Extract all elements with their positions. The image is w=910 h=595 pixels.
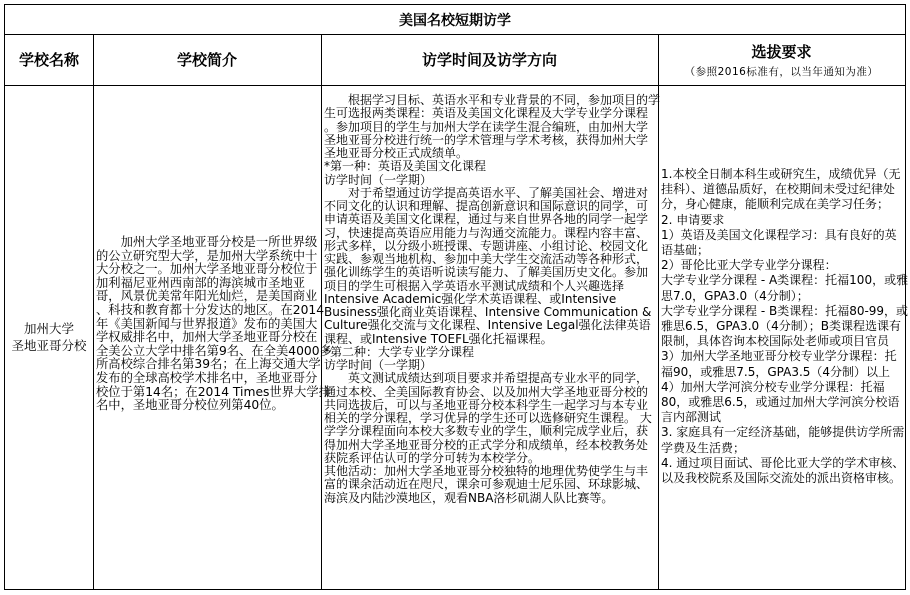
direction-line: 富的课余活动近在咫尺，课余可参观迪士尼乐园、环球影城、	[324, 477, 649, 492]
intro-line: 大分校之一。加州大学圣地亚哥分校位于	[96, 262, 318, 277]
school-name-line: 加州大学	[23, 321, 74, 336]
direction-line: Intensive Academic强化学术英语课程、或Intensive	[324, 291, 617, 306]
direction-line: 形式多样，以分级小班授课、专题讲座、小组讨论、校园文化	[324, 238, 649, 253]
header-school-name: 学校名称	[18, 51, 79, 69]
direction-line: 根据学习目标、英语水平和专业背景的不同，参加项目的学	[324, 93, 661, 107]
header-requirements	[658, 34, 905, 85]
direction-line: 对于希望通过访学提高英语水平、了解美国社会、增进对	[324, 185, 649, 200]
requirement-line: 限制，具体咨询本校国际处老师或项目官员	[661, 334, 890, 349]
header-requirements-label: 选拔要求	[751, 42, 812, 61]
intro-line: 所高校综合排名第39名；在上海交通大学	[96, 357, 321, 372]
requirement-line: 语基础；	[661, 243, 710, 258]
requirement-line: 2）哥伦比亚大学专业学分课程：	[661, 258, 837, 273]
intro-line: 发布的全球高校学术排名中，圣地亚哥分	[96, 370, 318, 385]
direction-line: Culture强化交流与文化课程、Intensive Legal强化法律英语	[324, 318, 651, 333]
direction-line: Business强化商业英语课程、Intensive Communication &	[324, 305, 652, 319]
direction-line: 英文测试成绩达到项目要求并希望提高专业水平的同学，	[324, 371, 649, 386]
intro-line: 年《美国新闻与世界报道》发布的美国大	[96, 316, 318, 331]
direction-line: 学学分课程面向本校大多数专业的学生，顺利完成学业后，获	[324, 424, 649, 439]
direction-line: 不同文化的认识和理解、提高创新意识和国际意识的同学，可	[324, 199, 649, 213]
intro-line: 哥，风景优美常年阳光灿烂，是美国商业	[96, 289, 318, 304]
header-requirements-note: （参照2016标准有，以当年通知为准）	[684, 65, 879, 78]
direction-line: 得加州大学圣地亚哥分校的正式学分和成绩单，经本校教务处	[324, 437, 649, 452]
requirement-line: 大学专业学分课程 - A类课程：托福100，或雅	[661, 273, 909, 288]
direction-line: 相关的学分课程，学习优异的学生还可以选修研究生课程。 大	[324, 411, 652, 425]
direction-line: *第二种：大学专业学分课程	[324, 344, 475, 359]
requirement-line: 2. 申请要求	[661, 212, 725, 227]
direction-line: 获院系评估认可的学分可转为本校学分。	[324, 450, 541, 465]
requirement-line: 80，或雅思6.5，或通过加州大学河滨分校语	[661, 395, 900, 410]
table-title: 美国名校短期访学	[399, 12, 511, 29]
intro-line: 校位于第14名；在2014 Times世界大学排	[96, 384, 331, 399]
intro-line: 学权威排名中，加州大学圣地亚哥分校在	[96, 330, 318, 345]
direction-line: 申请英语及美国文化课程，通过与来自世界各地的同学一起学	[324, 212, 649, 227]
requirement-line: 4. 通过项目面试、哥伦比亚大学的学术审核、	[661, 455, 905, 470]
direction-line: 海滨及内陆沙漠地区，观看NBA洛杉矶湖人队比赛等。	[324, 490, 614, 505]
requirement-line: 言内部测试	[661, 410, 722, 425]
requirement-line: 3）加州大学圣地亚哥分校专业学分课程：托	[661, 349, 897, 364]
direction-line: 。参加项目的学生与加州大学在读学生混合编班，由加州大学	[324, 119, 649, 134]
requirement-line: 分，身心健康，能顺利完成在美学习任务；	[661, 197, 890, 212]
direction-line: 圣地亚哥分校正式成绩单。	[324, 146, 469, 160]
direction-line: 访学时间（一学期）	[324, 172, 433, 187]
direction-line: 其他活动：加州大学圣地亚哥分校独特的地理优势使学生与丰	[324, 464, 649, 478]
direction-line: 课程、或Intensive TOEFL强化托福课程。	[324, 331, 553, 346]
direction-line: 共同选拔后，可以与圣地亚哥分校本科学生一起学习与本专业	[324, 397, 649, 412]
requirement-line: 以及我校院系及国际交流处的派出资格审核。	[661, 471, 902, 486]
school-intro-cell	[93, 85, 332, 589]
requirement-line: 3. 家庭具有一定经济基础，能够提供访学所需	[661, 425, 905, 440]
requirement-line: 1）英语及美国文化课程学习：具有良好的英	[661, 227, 897, 242]
requirement-line: 挂科）、道德品质好，在校期间未受过纪律处	[661, 182, 896, 197]
requirement-line: 思7.0，GPA3.0（4分制）；	[661, 288, 809, 303]
direction-line: 项目的学生可根据入学英语水平测试成绩和个人兴趣选择	[324, 278, 625, 293]
direction-line: 访学时间（一学期）	[324, 358, 433, 372]
requirement-line: 4）加州大学河滨分校专业学分课程：托福	[661, 379, 885, 394]
requirement-line: 福90，或雅思7.5，GPA3.5（4分制）以上	[661, 364, 891, 379]
direction-line: 强化训练学生的英语听说读写能力、了解美国历史文化。参加	[324, 265, 649, 280]
requirement-line: 大学专业学分课程 - B类课程：托福80-99，或	[661, 303, 909, 318]
requirement-line: 1.本校全日制本科生或研究生，成绩优异（无	[661, 167, 901, 181]
direction-line: 圣地亚哥分校进行统一的学术管理与学术考核，获得加州大学	[324, 132, 649, 147]
school-name-line: 圣地亚哥分校	[11, 338, 87, 353]
header-intro: 学校简介	[176, 51, 237, 69]
requirement-line: 学费及生活费；	[661, 440, 746, 455]
intro-line: 的公立研究型大学，是加州大学系统中十	[96, 248, 318, 263]
intro-line: 全美公立大学中排名第9名、在全美4000多	[96, 343, 332, 358]
direction-line: 习，快速提高英语应用能力与沟通交流能力。课程内容丰富、	[324, 225, 649, 240]
requirements-cell	[658, 85, 909, 589]
intro-line: 、科技和教育都十分发达的地区。在2014	[96, 302, 325, 317]
intro-line: 加利福尼亚州西南部的海滨城市圣地亚	[96, 275, 306, 290]
direction-line: 通过本校、全美国际教育协会、以及加州大学圣地亚哥分校的	[324, 384, 649, 399]
direction-line: *第一种：英语及美国文化课程	[324, 159, 487, 174]
header-direction: 访学时间及访学方向	[421, 51, 557, 69]
direction-cell	[321, 85, 661, 589]
intro-line: 名中，圣地亚哥分校位列第40位。	[96, 398, 284, 413]
direction-line: 实践、参观当地机构、参加中美大学生交流活动等各种形式，	[324, 252, 649, 266]
study-abroad-table	[4, 4, 909, 590]
school-name-cell	[5, 85, 93, 589]
direction-line: 生可选报两类课程：英语及美国文化课程及大学专业学分课程	[324, 106, 649, 121]
intro-line: 加州大学圣地亚哥分校是一所世界级	[96, 235, 318, 249]
requirement-line: 雅思6.5，GPA3.0（4分制）；B类课程选课有	[661, 319, 902, 334]
